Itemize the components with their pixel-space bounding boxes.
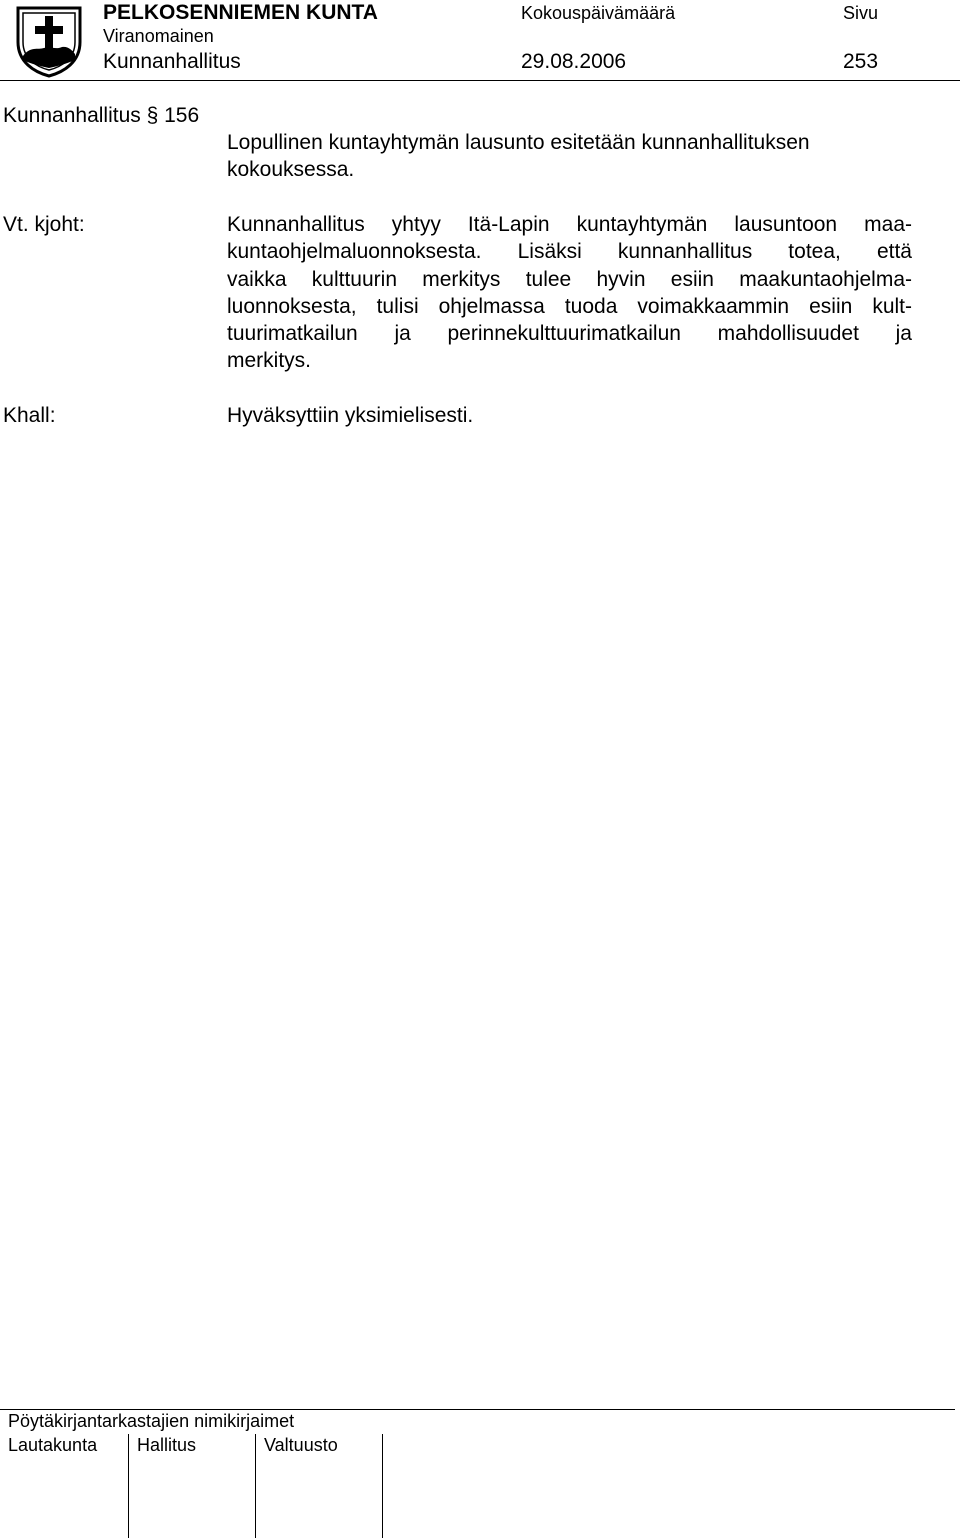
signature-table-title-rest (383, 1410, 956, 1435)
signature-table-title: Pöytäkirjantarkastajien nimikirjaimet (0, 1410, 383, 1435)
decision-line: Hyväksyttiin yksimielisesti. (227, 404, 474, 427)
organization-name: PELKOSENNIEMEN KUNTA (103, 1, 378, 24)
decision-label: Khall: (3, 404, 56, 427)
signature-table (0, 1409, 955, 1538)
proposal-line: vaikka kulttuurin merkitys tulee hyvin esiin maakuntaohjelma- (227, 267, 912, 291)
signature-cell-lautakunta: Lautakunta (0, 1434, 129, 1538)
proposal-label: Vt. kjoht: (3, 213, 85, 236)
meeting-date-label: Kokouspäivämäärä (521, 3, 676, 23)
intro-paragraph (227, 129, 912, 184)
authority-label: Viranomainen (103, 26, 214, 46)
page-number-label: Sivu (843, 3, 879, 23)
section-title: Kunnanhallitus § 156 (3, 104, 200, 127)
authority-value: Kunnanhallitus (103, 50, 241, 73)
proposal-line: kuntaohjelmaluonnoksesta. Lisäksi kunnanhallitus totea, että (227, 240, 912, 264)
proposal-line: Kunnanhallitus yhtyy Itä-Lapin kuntayhtymän lausuntoon maa- (227, 213, 912, 236)
intro-line: kokouksessa. (227, 158, 355, 182)
page-number-value: 253 (843, 50, 879, 73)
header-divider (0, 80, 960, 81)
intro-line: Lopullinen kuntayhtymän lausunto esitetään kunnanhallituksen (227, 131, 810, 154)
decision-text (227, 402, 912, 429)
proposal-line: tuurimatkailun ja perinnekulttuurimatkailun mahdollisuudet ja (227, 322, 912, 346)
signature-cell-empty (383, 1434, 956, 1538)
meeting-date-value: 29.08.2006 (521, 50, 627, 73)
proposal-line: merkitys. (227, 349, 311, 373)
proposal-paragraph (227, 211, 912, 375)
signature-cell-hallitus: Hallitus (129, 1434, 256, 1538)
proposal-line: luonnoksesta, tulisi ohjelmassa tuoda voimakkaammin esiin kult- (227, 294, 912, 318)
municipality-coat-of-arms (14, 4, 84, 78)
signature-cell-valtuusto: Valtuusto (256, 1434, 383, 1538)
